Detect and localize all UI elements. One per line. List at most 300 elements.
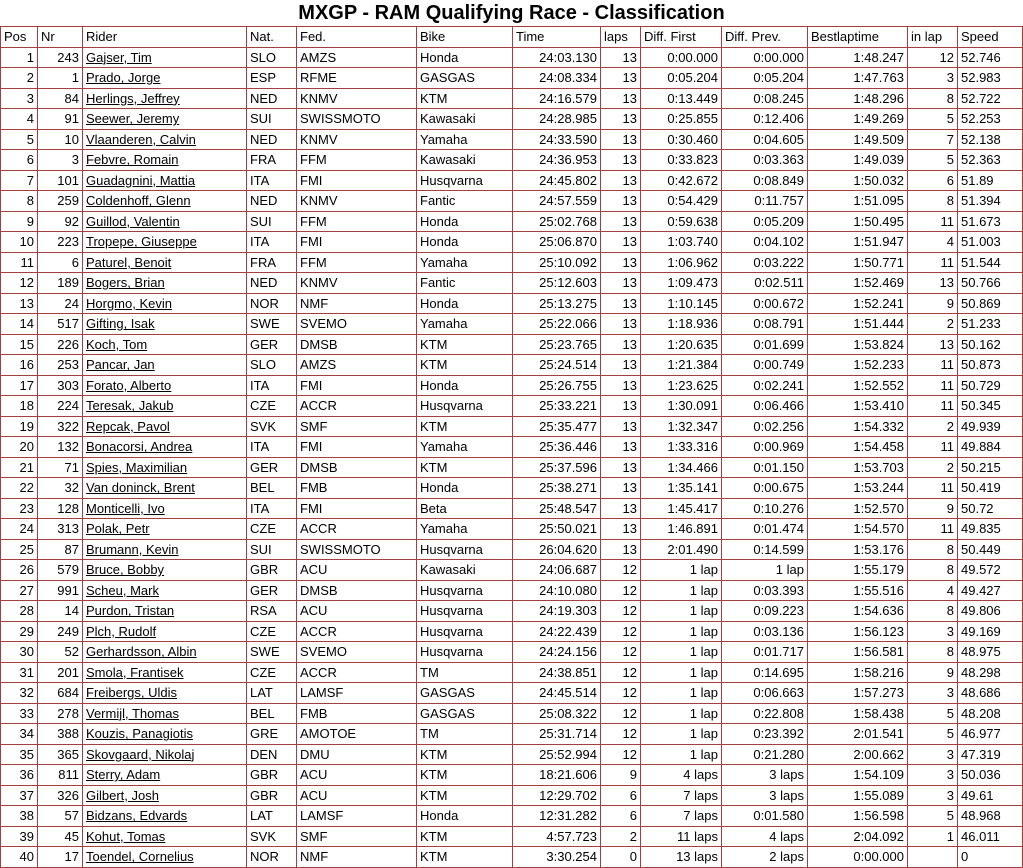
cell-bike: TM <box>417 724 513 745</box>
cell-diff-first: 0:42.672 <box>641 170 722 191</box>
cell-bike: KTM <box>417 847 513 868</box>
rider-link[interactable]: Skovgaard, Nikolaj <box>86 746 195 762</box>
rider-link[interactable]: Guadagnini, Mattia <box>86 172 196 188</box>
cell-bestlaptime: 1:47.763 <box>808 68 908 89</box>
cell-speed: 51.89 <box>958 170 1023 191</box>
cell-fed: FMI <box>297 375 417 396</box>
cell-in-lap: 7 <box>908 129 958 150</box>
cell-diff-first: 0:59.638 <box>641 211 722 232</box>
col-header-bestlaptime: Bestlaptime <box>808 27 908 48</box>
rider-link[interactable]: Smola, Frantisek <box>86 664 184 680</box>
cell-in-lap: 4 <box>908 232 958 253</box>
cell-fed: FMB <box>297 478 417 499</box>
col-header-nat: Nat. <box>247 27 297 48</box>
table-row <box>1 724 1023 745</box>
rider-link[interactable]: Kouzis, Panagiotis <box>86 726 193 742</box>
cell-bike: Fantic <box>417 273 513 294</box>
cell-bike: Honda <box>417 375 513 396</box>
cell-nr: 92 <box>38 211 83 232</box>
cell-bike: Kawasaki <box>417 560 513 581</box>
cell-nr: 517 <box>38 314 83 335</box>
cell-speed: 49.61 <box>958 785 1023 806</box>
rider-link[interactable]: Repcak, Pavol <box>86 418 170 434</box>
cell-fed: SVEMO <box>297 314 417 335</box>
cell-nr: 6 <box>38 252 83 273</box>
cell-diff-prev: 2 laps <box>722 847 808 868</box>
cell-laps: 13 <box>601 293 641 314</box>
cell-nr: 991 <box>38 580 83 601</box>
table-row <box>1 478 1023 499</box>
cell-nat: GRE <box>247 724 297 745</box>
cell-nr: 71 <box>38 457 83 478</box>
rider-link[interactable]: Plch, Rudolf <box>86 623 157 639</box>
rider-link[interactable]: Bruce, Bobby <box>86 562 165 578</box>
cell-bike: KTM <box>417 826 513 847</box>
cell-time: 25:38.271 <box>513 478 601 499</box>
cell-nat: LAT <box>247 683 297 704</box>
cell-speed: 52.722 <box>958 88 1023 109</box>
cell-bestlaptime: 1:52.552 <box>808 375 908 396</box>
cell-nr: 249 <box>38 621 83 642</box>
cell-diff-first: 7 laps <box>641 785 722 806</box>
cell-bike: Beta <box>417 498 513 519</box>
cell-speed: 50.729 <box>958 375 1023 396</box>
cell-fed: DMSB <box>297 334 417 355</box>
rider-link[interactable]: Gifting, Isak <box>86 316 155 332</box>
table-row <box>1 47 1023 68</box>
cell-bike: KTM <box>417 416 513 437</box>
rider-link[interactable]: Prado, Jorge <box>86 70 161 86</box>
cell-pos: 25 <box>1 539 38 560</box>
cell-rider <box>83 273 247 294</box>
rider-link[interactable]: Seewer, Jeremy <box>86 111 180 127</box>
cell-bike: KTM <box>417 785 513 806</box>
cell-nat: ITA <box>247 437 297 458</box>
cell-nr: 259 <box>38 191 83 212</box>
cell-diff-first: 1 lap <box>641 580 722 601</box>
cell-in-lap: 11 <box>908 437 958 458</box>
cell-bike: KTM <box>417 355 513 376</box>
rider-link[interactable]: Guillod, Valentin <box>86 213 180 229</box>
cell-speed: 48.686 <box>958 683 1023 704</box>
cell-bestlaptime: 1:49.509 <box>808 129 908 150</box>
table-row <box>1 232 1023 253</box>
cell-bike: Honda <box>417 232 513 253</box>
cell-bike: Husqvarna <box>417 621 513 642</box>
cell-bestlaptime: 1:57.273 <box>808 683 908 704</box>
cell-rider <box>83 744 247 765</box>
cell-pos: 5 <box>1 129 38 150</box>
cell-diff-prev: 0:03.393 <box>722 580 808 601</box>
cell-bestlaptime: 1:56.581 <box>808 642 908 663</box>
cell-laps: 13 <box>601 191 641 212</box>
cell-laps: 13 <box>601 150 641 171</box>
cell-diff-first: 1 lap <box>641 642 722 663</box>
cell-diff-first: 1:45.417 <box>641 498 722 519</box>
rider-link[interactable]: Febvre, Romain <box>86 152 179 168</box>
cell-speed: 50.419 <box>958 478 1023 499</box>
cell-diff-first: 1:10.145 <box>641 293 722 314</box>
cell-diff-first: 1 lap <box>641 601 722 622</box>
cell-nat: SUI <box>247 211 297 232</box>
cell-nat: LAT <box>247 806 297 827</box>
cell-nr: 243 <box>38 47 83 68</box>
rider-link[interactable]: Sterry, Adam <box>86 767 161 783</box>
cell-pos: 39 <box>1 826 38 847</box>
cell-nat: ITA <box>247 170 297 191</box>
cell-in-lap: 13 <box>908 334 958 355</box>
rider-link[interactable]: Polak, Petr <box>86 521 150 537</box>
cell-speed: 50.162 <box>958 334 1023 355</box>
table-row <box>1 150 1023 171</box>
cell-bestlaptime: 1:50.771 <box>808 252 908 273</box>
cell-fed: SWISSMOTO <box>297 109 417 130</box>
col-header-pos: Pos <box>1 27 38 48</box>
cell-laps: 12 <box>601 703 641 724</box>
cell-in-lap: 11 <box>908 252 958 273</box>
cell-time: 24:22.439 <box>513 621 601 642</box>
cell-diff-first: 1 lap <box>641 703 722 724</box>
cell-diff-prev: 0:00.749 <box>722 355 808 376</box>
cell-pos: 8 <box>1 191 38 212</box>
cell-speed: 52.138 <box>958 129 1023 150</box>
cell-in-lap: 9 <box>908 293 958 314</box>
table-row <box>1 375 1023 396</box>
cell-diff-first: 4 laps <box>641 765 722 786</box>
cell-fed: ACU <box>297 601 417 622</box>
cell-rider <box>83 314 247 335</box>
cell-diff-prev: 0:03.363 <box>722 150 808 171</box>
cell-nr: 189 <box>38 273 83 294</box>
cell-in-lap: 3 <box>908 683 958 704</box>
cell-nat: ITA <box>247 375 297 396</box>
cell-time: 24:28.985 <box>513 109 601 130</box>
rider-link[interactable]: Spies, Maximilian <box>86 459 188 475</box>
cell-time: 25:13.275 <box>513 293 601 314</box>
cell-rider <box>83 539 247 560</box>
cell-nat: GBR <box>247 765 297 786</box>
table-row <box>1 293 1023 314</box>
cell-bestlaptime: 1:54.636 <box>808 601 908 622</box>
cell-nat: ESP <box>247 68 297 89</box>
cell-laps: 12 <box>601 724 641 745</box>
cell-fed: FMI <box>297 498 417 519</box>
cell-pos: 27 <box>1 580 38 601</box>
cell-fed: ACU <box>297 560 417 581</box>
cell-pos: 32 <box>1 683 38 704</box>
cell-time: 25:10.092 <box>513 252 601 273</box>
cell-bestlaptime: 1:53.410 <box>808 396 908 417</box>
rider-link[interactable]: Horgmo, Kevin <box>86 295 172 311</box>
cell-in-lap: 11 <box>908 355 958 376</box>
table-row <box>1 355 1023 376</box>
cell-time: 24:45.514 <box>513 683 601 704</box>
cell-bestlaptime: 1:56.598 <box>808 806 908 827</box>
rider-link[interactable]: Monticelli, Ivo <box>86 500 165 516</box>
cell-diff-first: 1:34.466 <box>641 457 722 478</box>
rider-link[interactable]: Purdon, Tristan <box>86 603 175 619</box>
cell-nat: FRA <box>247 252 297 273</box>
rider-link[interactable]: Teresak, Jakub <box>86 398 174 414</box>
cell-pos: 36 <box>1 765 38 786</box>
cell-bike: Husqvarna <box>417 170 513 191</box>
cell-nat: ITA <box>247 498 297 519</box>
cell-diff-prev: 3 laps <box>722 785 808 806</box>
cell-fed: ACCR <box>297 621 417 642</box>
cell-time: 24:24.156 <box>513 642 601 663</box>
cell-in-lap: 5 <box>908 150 958 171</box>
rider-link[interactable]: Coldenhoff, Glenn <box>86 193 191 209</box>
cell-diff-prev: 0:23.392 <box>722 724 808 745</box>
cell-laps: 13 <box>601 129 641 150</box>
cell-fed: NMF <box>297 293 417 314</box>
cell-laps: 9 <box>601 765 641 786</box>
cell-diff-prev: 0:04.102 <box>722 232 808 253</box>
cell-laps: 13 <box>601 273 641 294</box>
cell-time: 24:38.851 <box>513 662 601 683</box>
cell-rider <box>83 170 247 191</box>
cell-rider <box>83 642 247 663</box>
rider-link[interactable]: Bonacorsi, Andrea <box>86 439 193 455</box>
cell-pos: 26 <box>1 560 38 581</box>
rider-link[interactable]: Toendel, Cornelius <box>86 849 194 865</box>
cell-nat: GER <box>247 580 297 601</box>
rider-link[interactable]: Bogers, Brian <box>86 275 165 291</box>
cell-diff-prev: 0:08.245 <box>722 88 808 109</box>
cell-in-lap: 11 <box>908 478 958 499</box>
cell-time: 24:45.802 <box>513 170 601 191</box>
cell-diff-prev: 0:08.791 <box>722 314 808 335</box>
cell-time: 25:24.514 <box>513 355 601 376</box>
cell-bike: KTM <box>417 744 513 765</box>
cell-bike: Yamaha <box>417 252 513 273</box>
table-row <box>1 88 1023 109</box>
cell-time: 25:08.322 <box>513 703 601 724</box>
cell-rider <box>83 355 247 376</box>
cell-laps: 2 <box>601 826 641 847</box>
cell-laps: 12 <box>601 744 641 765</box>
cell-diff-prev: 0:03.222 <box>722 252 808 273</box>
table-row <box>1 416 1023 437</box>
cell-time: 24:57.559 <box>513 191 601 212</box>
cell-speed: 49.939 <box>958 416 1023 437</box>
cell-nr: 1 <box>38 68 83 89</box>
rider-link[interactable]: Gerhardsson, Albin <box>86 644 197 660</box>
table-row <box>1 826 1023 847</box>
cell-in-lap: 6 <box>908 170 958 191</box>
cell-fed: DMU <box>297 744 417 765</box>
cell-in-lap: 12 <box>908 47 958 68</box>
cell-bestlaptime: 1:51.095 <box>808 191 908 212</box>
cell-pos: 7 <box>1 170 38 191</box>
cell-diff-prev: 4 laps <box>722 826 808 847</box>
rider-link[interactable]: Forato, Alberto <box>86 377 172 393</box>
cell-time: 12:29.702 <box>513 785 601 806</box>
cell-nat: BEL <box>247 478 297 499</box>
cell-time: 25:52.994 <box>513 744 601 765</box>
table-row <box>1 662 1023 683</box>
cell-speed: 49.806 <box>958 601 1023 622</box>
cell-nat: NOR <box>247 847 297 868</box>
rider-link[interactable]: Scheu, Mark <box>86 582 159 598</box>
cell-rider <box>83 47 247 68</box>
rider-link[interactable]: Koch, Tom <box>86 336 148 352</box>
cell-in-lap: 3 <box>908 765 958 786</box>
cell-in-lap: 8 <box>908 642 958 663</box>
cell-pos: 19 <box>1 416 38 437</box>
cell-speed: 46.011 <box>958 826 1023 847</box>
cell-pos: 6 <box>1 150 38 171</box>
cell-pos: 3 <box>1 88 38 109</box>
cell-fed: SMF <box>297 826 417 847</box>
rider-link[interactable]: Herlings, Jeffrey <box>86 90 180 106</box>
cell-bestlaptime: 1:53.176 <box>808 539 908 560</box>
cell-fed: ACCR <box>297 519 417 540</box>
cell-speed: 51.003 <box>958 232 1023 253</box>
rider-link[interactable]: Van doninck, Brent <box>86 480 195 496</box>
table-row <box>1 68 1023 89</box>
cell-nr: 579 <box>38 560 83 581</box>
rider-link[interactable]: Vlaanderen, Calvin <box>86 131 196 147</box>
cell-speed: 51.233 <box>958 314 1023 335</box>
cell-time: 24:36.953 <box>513 150 601 171</box>
cell-nr: 684 <box>38 683 83 704</box>
cell-rider <box>83 806 247 827</box>
cell-rider <box>83 765 247 786</box>
cell-nr: 128 <box>38 498 83 519</box>
cell-speed: 50.345 <box>958 396 1023 417</box>
cell-in-lap: 11 <box>908 211 958 232</box>
cell-in-lap: 3 <box>908 68 958 89</box>
rider-link[interactable]: Vermijl, Thomas <box>86 705 179 721</box>
cell-diff-first: 1:30.091 <box>641 396 722 417</box>
cell-laps: 12 <box>601 560 641 581</box>
rider-link[interactable]: Freibergs, Uldis <box>86 685 178 701</box>
cell-bestlaptime: 0:00.000 <box>808 847 908 868</box>
cell-rider <box>83 334 247 355</box>
cell-rider <box>83 109 247 130</box>
cell-rider <box>83 293 247 314</box>
cell-fed: AMOTOE <box>297 724 417 745</box>
cell-rider <box>83 232 247 253</box>
cell-diff-first: 11 laps <box>641 826 722 847</box>
rider-link[interactable]: Paturel, Benoit <box>86 254 172 270</box>
table-row <box>1 334 1023 355</box>
col-header-nr: Nr <box>38 27 83 48</box>
rider-link[interactable]: Bidzans, Edvards <box>86 808 188 824</box>
cell-rider <box>83 826 247 847</box>
cell-in-lap: 5 <box>908 703 958 724</box>
rider-link[interactable]: Pancar, Jan <box>86 357 155 373</box>
cell-laps: 13 <box>601 457 641 478</box>
cell-nat: NED <box>247 88 297 109</box>
table-row <box>1 191 1023 212</box>
col-header-bike: Bike <box>417 27 513 48</box>
cell-rider <box>83 252 247 273</box>
cell-fed: ACU <box>297 785 417 806</box>
cell-in-lap: 11 <box>908 396 958 417</box>
cell-nat: CZE <box>247 662 297 683</box>
table-body <box>1 47 1023 867</box>
cell-time: 25:22.066 <box>513 314 601 335</box>
cell-diff-prev: 0:03.136 <box>722 621 808 642</box>
cell-fed: SVEMO <box>297 642 417 663</box>
table-row <box>1 601 1023 622</box>
cell-in-lap: 3 <box>908 621 958 642</box>
cell-bike: TM <box>417 662 513 683</box>
cell-in-lap: 8 <box>908 191 958 212</box>
cell-bestlaptime: 1:50.032 <box>808 170 908 191</box>
cell-speed: 50.873 <box>958 355 1023 376</box>
cell-nr: 45 <box>38 826 83 847</box>
cell-diff-first: 1 lap <box>641 621 722 642</box>
rider-link[interactable]: Gajser, Tim <box>86 49 152 65</box>
cell-bike: Yamaha <box>417 314 513 335</box>
table-row <box>1 170 1023 191</box>
cell-laps: 13 <box>601 68 641 89</box>
cell-diff-prev: 0:01.699 <box>722 334 808 355</box>
cell-rider <box>83 785 247 806</box>
cell-laps: 13 <box>601 498 641 519</box>
cell-fed: AMZS <box>297 47 417 68</box>
cell-bestlaptime: 1:52.241 <box>808 293 908 314</box>
cell-time: 24:06.687 <box>513 560 601 581</box>
rider-link[interactable]: Kohut, Tomas <box>86 828 166 844</box>
cell-rider <box>83 191 247 212</box>
cell-nr: 253 <box>38 355 83 376</box>
cell-nat: SUI <box>247 539 297 560</box>
table-row <box>1 785 1023 806</box>
cell-bestlaptime: 2:04.092 <box>808 826 908 847</box>
cell-bestlaptime: 2:00.662 <box>808 744 908 765</box>
rider-link[interactable]: Brumann, Kevin <box>86 541 179 557</box>
cell-time: 25:33.221 <box>513 396 601 417</box>
cell-pos: 17 <box>1 375 38 396</box>
rider-link[interactable]: Tropepe, Giuseppe <box>86 234 197 250</box>
cell-bestlaptime: 2:01.541 <box>808 724 908 745</box>
cell-in-lap: 3 <box>908 744 958 765</box>
cell-diff-prev: 0:01.150 <box>722 457 808 478</box>
cell-bestlaptime: 1:54.332 <box>808 416 908 437</box>
table-row <box>1 703 1023 724</box>
cell-bike: Honda <box>417 211 513 232</box>
cell-nr: 52 <box>38 642 83 663</box>
cell-nr: 87 <box>38 539 83 560</box>
cell-time: 25:26.755 <box>513 375 601 396</box>
cell-nr: 322 <box>38 416 83 437</box>
cell-bestlaptime: 1:49.269 <box>808 109 908 130</box>
cell-speed: 49.427 <box>958 580 1023 601</box>
cell-diff-prev: 0:02.511 <box>722 273 808 294</box>
cell-nat: RSA <box>247 601 297 622</box>
cell-time: 24:16.579 <box>513 88 601 109</box>
table-row <box>1 539 1023 560</box>
cell-bestlaptime: 1:58.216 <box>808 662 908 683</box>
page-title: MXGP - RAM Qualifying Race - Classification <box>298 2 725 24</box>
cell-bike: Yamaha <box>417 437 513 458</box>
cell-fed: NMF <box>297 847 417 868</box>
cell-nat: CZE <box>247 621 297 642</box>
table-row <box>1 437 1023 458</box>
cell-pos: 38 <box>1 806 38 827</box>
cell-bestlaptime: 1:53.244 <box>808 478 908 499</box>
cell-laps: 0 <box>601 847 641 868</box>
cell-nr: 32 <box>38 478 83 499</box>
cell-time: 18:21.606 <box>513 765 601 786</box>
rider-link[interactable]: Gilbert, Josh <box>86 787 159 803</box>
cell-laps: 13 <box>601 519 641 540</box>
cell-diff-prev: 0:06.663 <box>722 683 808 704</box>
